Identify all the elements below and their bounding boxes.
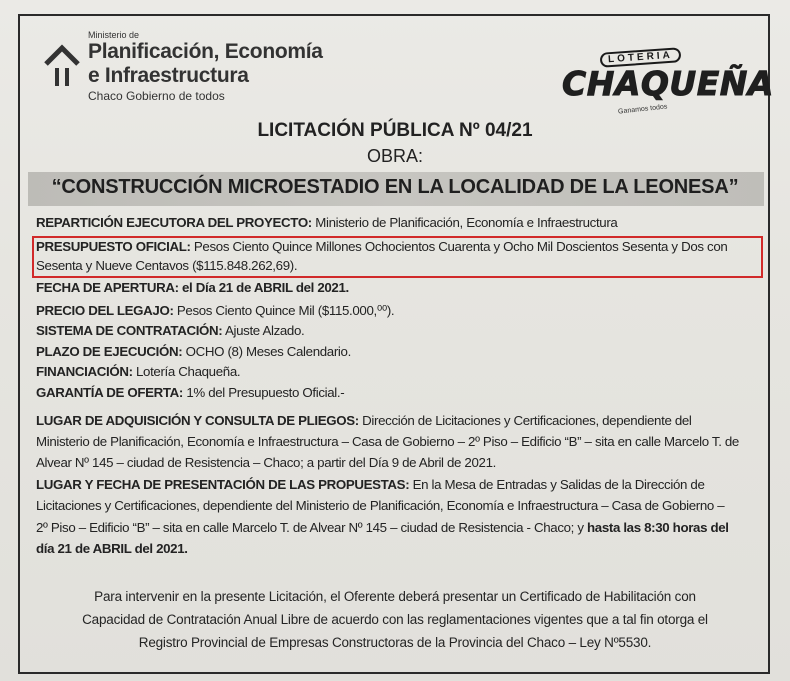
field-value: Pesos Ciento Quince Mil ($115.000,⁰⁰). [173,303,395,318]
field-lugar-adquisicion-line1 [36,413,692,428]
field-value: Ajuste Alzado. [222,323,305,338]
field-label: GARANTÍA DE OFERTA: [36,385,183,400]
field-value: Ministerio de Planificación, Economía e Infraestructura – Casa de Gobierno – 2º Piso – Edificio “B” – sita en calle Marcelo T. de [36,434,739,449]
field-label: PRESUPUESTO OFICIAL: [36,239,191,254]
field-label: FECHA DE APERTURA: el Día 21 de ABRIL del 2021. [36,280,349,295]
loteria-top-label: LOTERIA [600,47,682,68]
ministry-logo [44,30,364,110]
field-value: Alvear Nº 145 – ciudad de Resistencia – Chaco; a partir del Día 9 de Abril de 2021. [36,455,496,470]
field-lugar-presentacion-line4 [36,541,188,556]
ministry-slogan: Chaco Gobierno de todos [88,89,225,103]
ministry-small-label: Ministerio de [88,30,140,40]
field-financiacion [36,364,240,379]
field-garantia [36,385,344,400]
field-value: Lotería Chaqueña. [132,364,241,379]
field-precio-legajo [36,303,394,319]
field-lugar-adquisicion-line2 [36,434,739,449]
field-value-bold: día 21 de ABRIL del 2021. [36,541,188,556]
obra-label: OBRA: [366,146,423,166]
field-value: Ministerio de Planificación, Economía e Infraestructura [311,215,618,230]
field-lugar-adquisicion-line3 [36,455,496,470]
field-label: PLAZO DE EJECUCIÓN: [36,344,183,359]
field-lugar-presentacion-line2 [36,498,724,513]
field-label: LUGAR DE ADQUISICIÓN Y CONSULTA DE PLIEGOS: [36,413,359,428]
field-plazo [36,344,351,359]
field-value: 2º Piso – Edificio “B” – sita en calle Marcelo T. de Alvear Nº 145 – ciudad de Resistencia - Chaco; y [36,520,587,535]
ministry-emblem-icon [44,42,80,88]
field-label: PRECIO DEL LEGAJO: [36,303,174,318]
field-sistema [36,323,304,338]
field-reparticion [36,215,617,230]
loteria-main-label: CHAQUEÑA [562,64,774,103]
closing-paragraph-line1: Para intervenir en la presente Licitación, el Oferente deberá presentar un Certificado de Habilitación con [94,589,696,604]
ministry-name-line2: e Infraestructura [88,64,249,87]
field-value: En la Mesa de Entradas y Salidas de la Dirección de [409,477,705,492]
field-label: FINANCIACIÓN: [36,364,133,379]
notice-title: LICITACIÓN PÚBLICA Nº 04/21 [257,120,533,141]
loteria-tagline: Ganamos todos [617,103,668,116]
field-label: REPARTICIÓN EJECUTORA DEL PROYECTO: [36,215,312,230]
field-lugar-presentacion-line3 [36,520,729,535]
field-presupuesto-line2 [36,258,297,273]
field-presupuesto-line1 [36,239,727,254]
field-lugar-presentacion-line1 [36,477,704,492]
ministry-name-line1: Planificación, Economía [88,40,323,63]
field-label: LUGAR Y FECHA DE PRESENTACIÓN DE LAS PROPUESTAS: [36,477,410,492]
closing-paragraph-line2: Capacidad de Contratación Anual Libre de acuerdo con las reglamentaciones vigentes que a tal fin otorga el [82,612,708,627]
field-value: Licitaciones y Certificaciones, dependiente del Ministerio de Planificación, Economía e Infraestructura – Casa de Gobierno – [36,498,725,513]
closing-paragraph-line3: Registro Provincial de Empresas Constructoras de la Provincia del Chaco – Ley Nº5530. [138,635,652,650]
field-value: Sesenta y Nueve Centavos ($115.848.262,69). [36,258,298,273]
field-value: OCHO (8) Meses Calendario. [182,344,351,359]
loteria-chaquena-logo [556,40,774,120]
field-label: SISTEMA DE CONTRATACIÓN: [36,323,223,338]
field-value: Pesos Ciento Quince Millones Ochocientos Cuarenta y Ocho Mil Doscientos Sesenta y Dos con [190,239,728,254]
field-fecha-apertura [36,280,349,295]
field-value: 1% del Presupuesto Oficial.- [183,385,345,400]
project-title: “CONSTRUCCIÓN MICROESTADIO EN LA LOCALIDAD DE LA LEONESA” [51,176,739,198]
field-value: Dirección de Licitaciones y Certificaciones, dependiente del [358,413,692,428]
field-value-bold: hasta las 8:30 horas del [587,520,729,535]
